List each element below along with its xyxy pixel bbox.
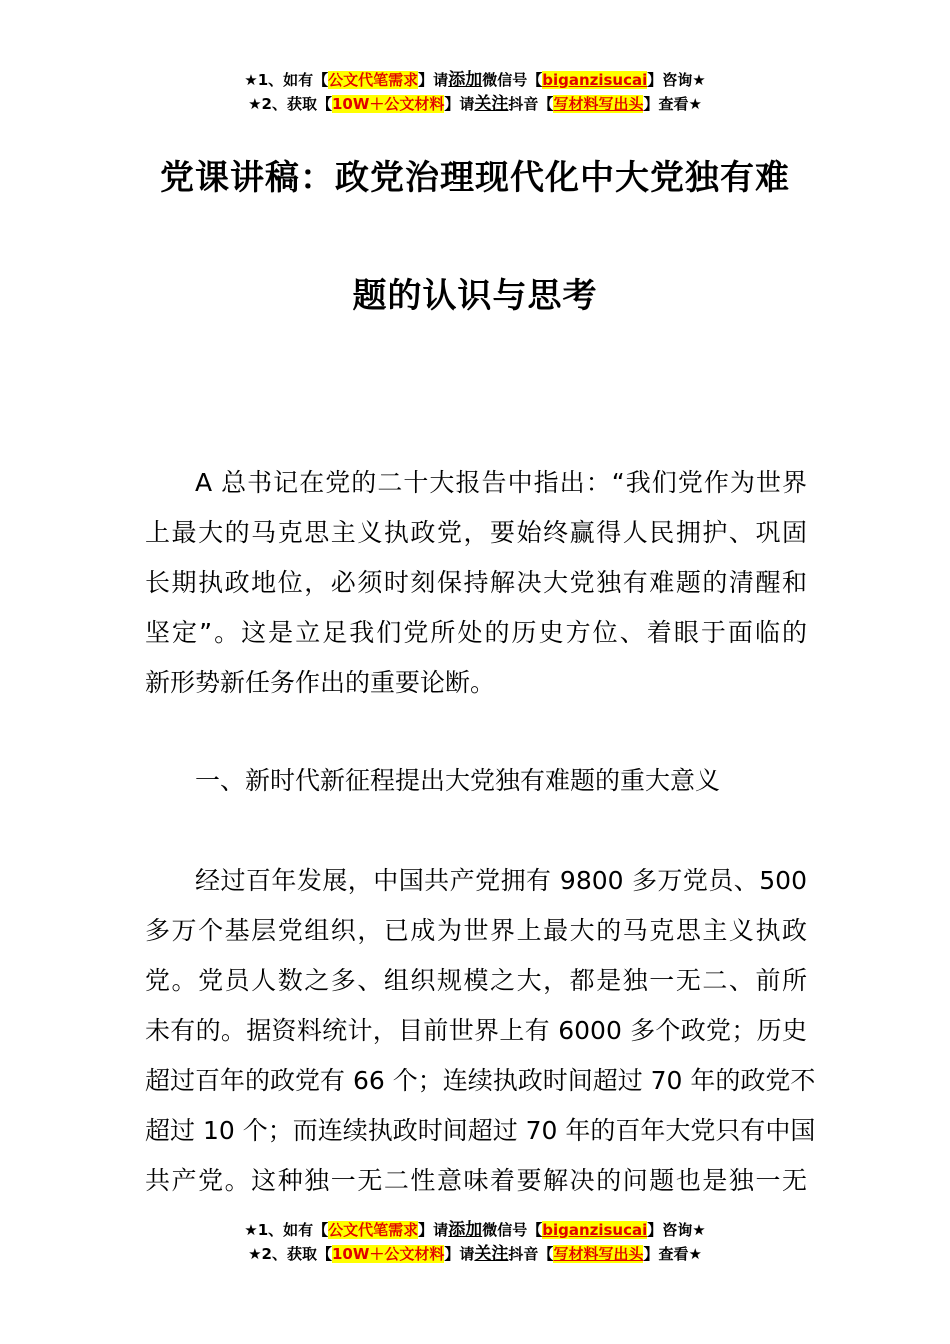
section-heading (145, 756, 807, 806)
banner-text: 抖音【 (508, 95, 554, 113)
text-line: 超过百年的政党有 66 个；连续执政时间超过 70 年的政党不 (145, 1066, 816, 1095)
page-title-line-1: 党课讲稿：政党治理现代化中大党独有难 (160, 158, 790, 198)
banner-text: 】请 (444, 95, 475, 113)
banner-text: 抖音【 (508, 1245, 554, 1263)
top-banner (0, 68, 950, 116)
text-line: 坚定”。这是立足我们党所处的历史方位、着眼于面临的 (145, 618, 807, 647)
banner-emphasis: 添加 (448, 1220, 483, 1240)
banner-text: 】请 (444, 1245, 475, 1263)
text-line: A 总书记在党的二十大报告中指出：“我们党作为世界 (195, 468, 807, 497)
heading-text: 一、新时代新征程提出大党独有难题的重大意义 (195, 766, 721, 795)
banner-line-1 (0, 1218, 950, 1242)
banner-text: ★1、如有【 (244, 1221, 329, 1239)
paragraph-body (145, 856, 816, 1206)
text-line: 长期执政地位，必须时刻保持解决大党独有难题的清醒和 (145, 568, 807, 597)
banner-text: 微信号【 (482, 1221, 543, 1239)
banner-emphasis: 关注 (474, 94, 509, 114)
banner-text: 】请 (418, 71, 449, 89)
banner-text: ★2、获取【 (248, 1245, 332, 1263)
text-line: 超过 10 个；而连续执政时间超过 70 年的百年大党只有中国 (145, 1116, 816, 1145)
bottom-banner (0, 1218, 950, 1266)
text-line: 经过百年发展，中国共产党拥有 9800 多万党员、500 (195, 866, 807, 895)
banner-douyin-id: 写材料写出头 (553, 1245, 644, 1263)
banner-text: ★1、如有【 (244, 71, 329, 89)
paragraph-intro (145, 458, 807, 708)
text-line: 共产党。这种独一无二性意味着要解决的问题也是独一无 (145, 1166, 807, 1195)
banner-line-2 (0, 1242, 950, 1266)
text-line: 党。党员人数之多、组织规模之大，都是独一无二、前所 (145, 966, 807, 995)
page-title-line-2: 题的认识与思考 (352, 276, 598, 316)
banner-line-1 (0, 68, 950, 92)
banner-text: 】查看★ (643, 95, 702, 113)
text-line: 新形势新任务作出的重要论断。 (145, 668, 496, 697)
banner-highlight: 公文代笔需求 (328, 71, 419, 89)
banner-highlight: 10W＋公文材料 (331, 1245, 445, 1263)
banner-douyin-id: 写材料写出头 (553, 95, 644, 113)
banner-emphasis: 添加 (448, 70, 483, 90)
text-line: 多万个基层党组织，已成为世界上最大的马克思主义执政 (145, 916, 807, 945)
banner-text: 】咨询★ (647, 71, 706, 89)
banner-text: 】请 (418, 1221, 449, 1239)
banner-highlight: 10W＋公文材料 (331, 95, 445, 113)
banner-text: 微信号【 (482, 71, 543, 89)
banner-text: 】咨询★ (647, 1221, 706, 1239)
banner-wechat-id: biganzisucai (542, 71, 648, 89)
banner-text: ★2、获取【 (248, 95, 332, 113)
text-line: 未有的。据资料统计，目前世界上有 6000 多个政党；历史 (145, 1016, 807, 1045)
banner-text: 】查看★ (643, 1245, 702, 1263)
banner-emphasis: 关注 (474, 1244, 509, 1264)
banner-wechat-id: biganzisucai (542, 1221, 648, 1239)
text-line: 上最大的马克思主义执政党，要始终赢得人民拥护、巩固 (145, 518, 807, 547)
banner-highlight: 公文代笔需求 (328, 1221, 419, 1239)
banner-line-2 (0, 92, 950, 116)
